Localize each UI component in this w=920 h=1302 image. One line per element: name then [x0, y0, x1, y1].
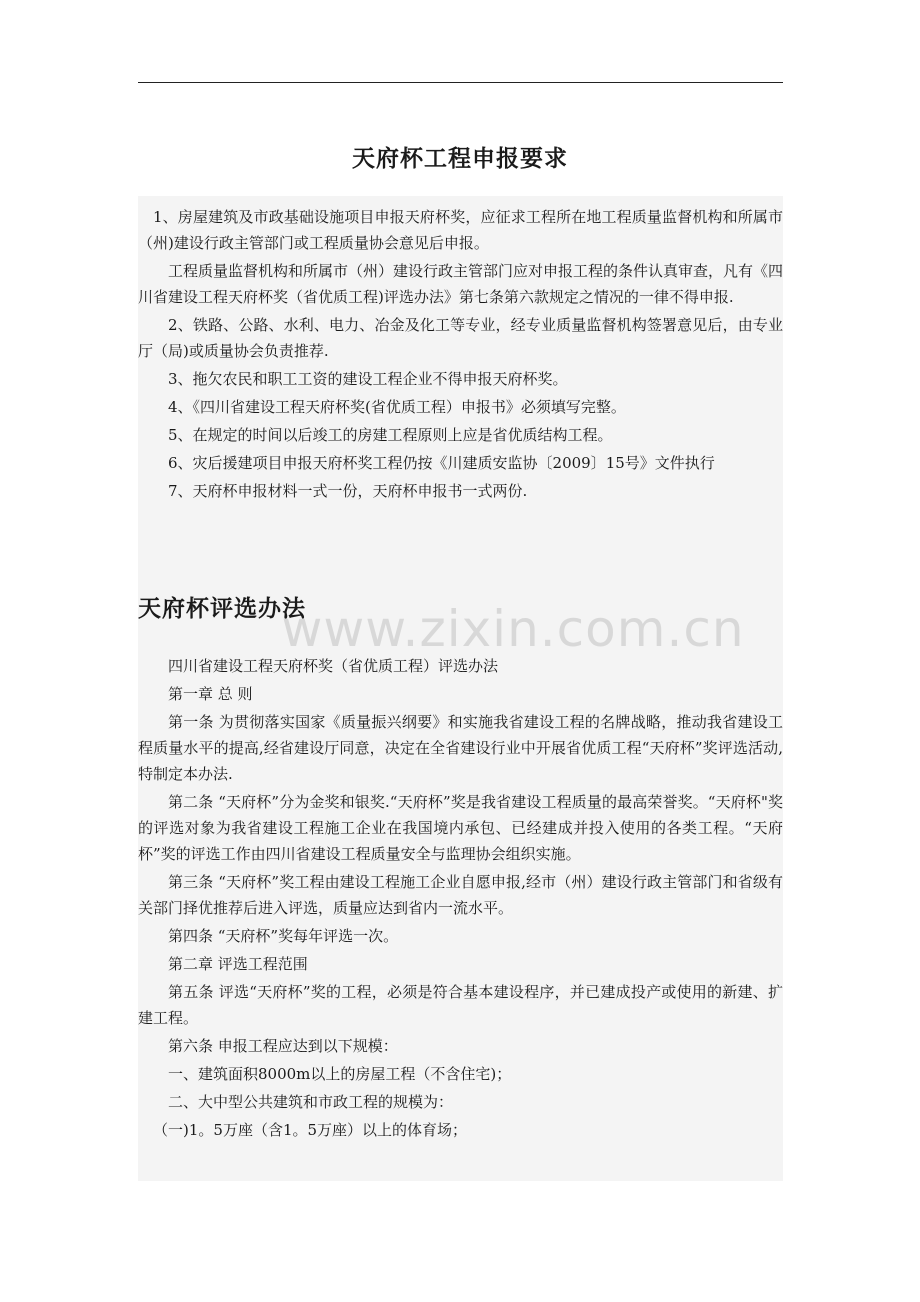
paragraph: 第六条 申报工程应达到以下规模：: [168, 1037, 398, 1055]
paragraph: 4、《四川省建设工程天府杯奖(省优质工程）申报书》必须填写完整。: [168, 398, 626, 416]
section-requirements: [138, 204, 783, 504]
paragraph: 工程质量监督机构和所属市（州）建设行政主管部门应对申报工程的条件认真审查，凡有《四川省建设工程天府杯奖（省优质工程)评选办法》第七条第六款规定之情况的一律不得申报.: [138, 262, 784, 306]
chapter-heading: 第二章 评选工程范围: [168, 955, 308, 973]
paragraph: 2、铁路、公路、水利、电力、冶金及化工等专业，经专业质量监督机构签署意见后，由专业厅（局)或质量协会负责推荐.: [138, 316, 783, 360]
paragraph: 1、房屋建筑及市政基础设施项目申报天府杯奖，应征求工程所在地工程质量监督机构和所属市（州)建设行政主管部门或工程质量协会意见后申报。: [138, 208, 783, 252]
paragraph: 二、大中型公共建筑和市政工程的规模为：: [168, 1093, 454, 1111]
top-rule: [138, 82, 783, 83]
paragraph: 第一条 为贯彻落实国家《质量振兴纲要》和实施我省建设工程的名牌战略，推动我省建设工程质量水平的提高,经省建设厅同意，决定在全省建设行业中开展省优质工程“天府杯”奖评选活动,特制定本办法.: [138, 713, 783, 783]
paragraph: 3、拖欠农民和职工工资的建设工程企业不得申报天府杯奖。: [168, 370, 568, 388]
page-title: 天府杯工程申报要求: [352, 146, 568, 172]
paragraph: 四川省建设工程天府杯奖（省优质工程）评选办法: [168, 657, 499, 675]
paragraph: 第五条 评选“天府杯”奖的工程，必须是符合基本建设程序，并已建成投产或使用的新建、扩建工程。: [138, 983, 783, 1027]
section-heading: 天府杯评选办法: [138, 596, 306, 622]
paragraph: 6、灾后援建项目申报天府杯奖工程仍按《川建质安监协〔2009〕15号》文件执行: [168, 454, 715, 472]
paragraph: 第三条 “天府杯”奖工程由建设工程施工企业自愿申报,经市（州）建设行政主管部门和省级有关部门择优推荐后进入评选，质量应达到省内一流水平。: [138, 873, 783, 917]
section-rules: [138, 653, 783, 1143]
paragraph: 一、建筑面积8000m以上的房屋工程（不含住宅)；: [168, 1065, 512, 1083]
paragraph: 5、在规定的时间以后竣工的房建工程原则上应是省优质结构工程。: [168, 426, 613, 444]
paragraph: （一)1。5万座（含1。5万座）以上的体育场；: [153, 1121, 468, 1139]
document-body: [138, 196, 783, 1181]
watermark: www.zixin.com.cn: [281, 600, 745, 658]
chapter-heading: 第一章 总 则: [168, 685, 253, 703]
paragraph: 第四条 “天府杯”奖每年评选一次。: [168, 927, 399, 945]
paragraph: 7、天府杯申报材料一式一份，天府杯申报书一式两份.: [168, 482, 528, 500]
paragraph: 第二条 “天府杯”分为金奖和银奖.“天府杯”奖是我省建设工程质量的最高荣誉奖。“天府杯"奖的评选对象为我省建设工程施工企业在我国境内承包、已经建成并投入使用的各类工程。“天府杯”奖的评选工作由四川省建设工程质量安全与监理协会组织实施。: [138, 793, 783, 863]
